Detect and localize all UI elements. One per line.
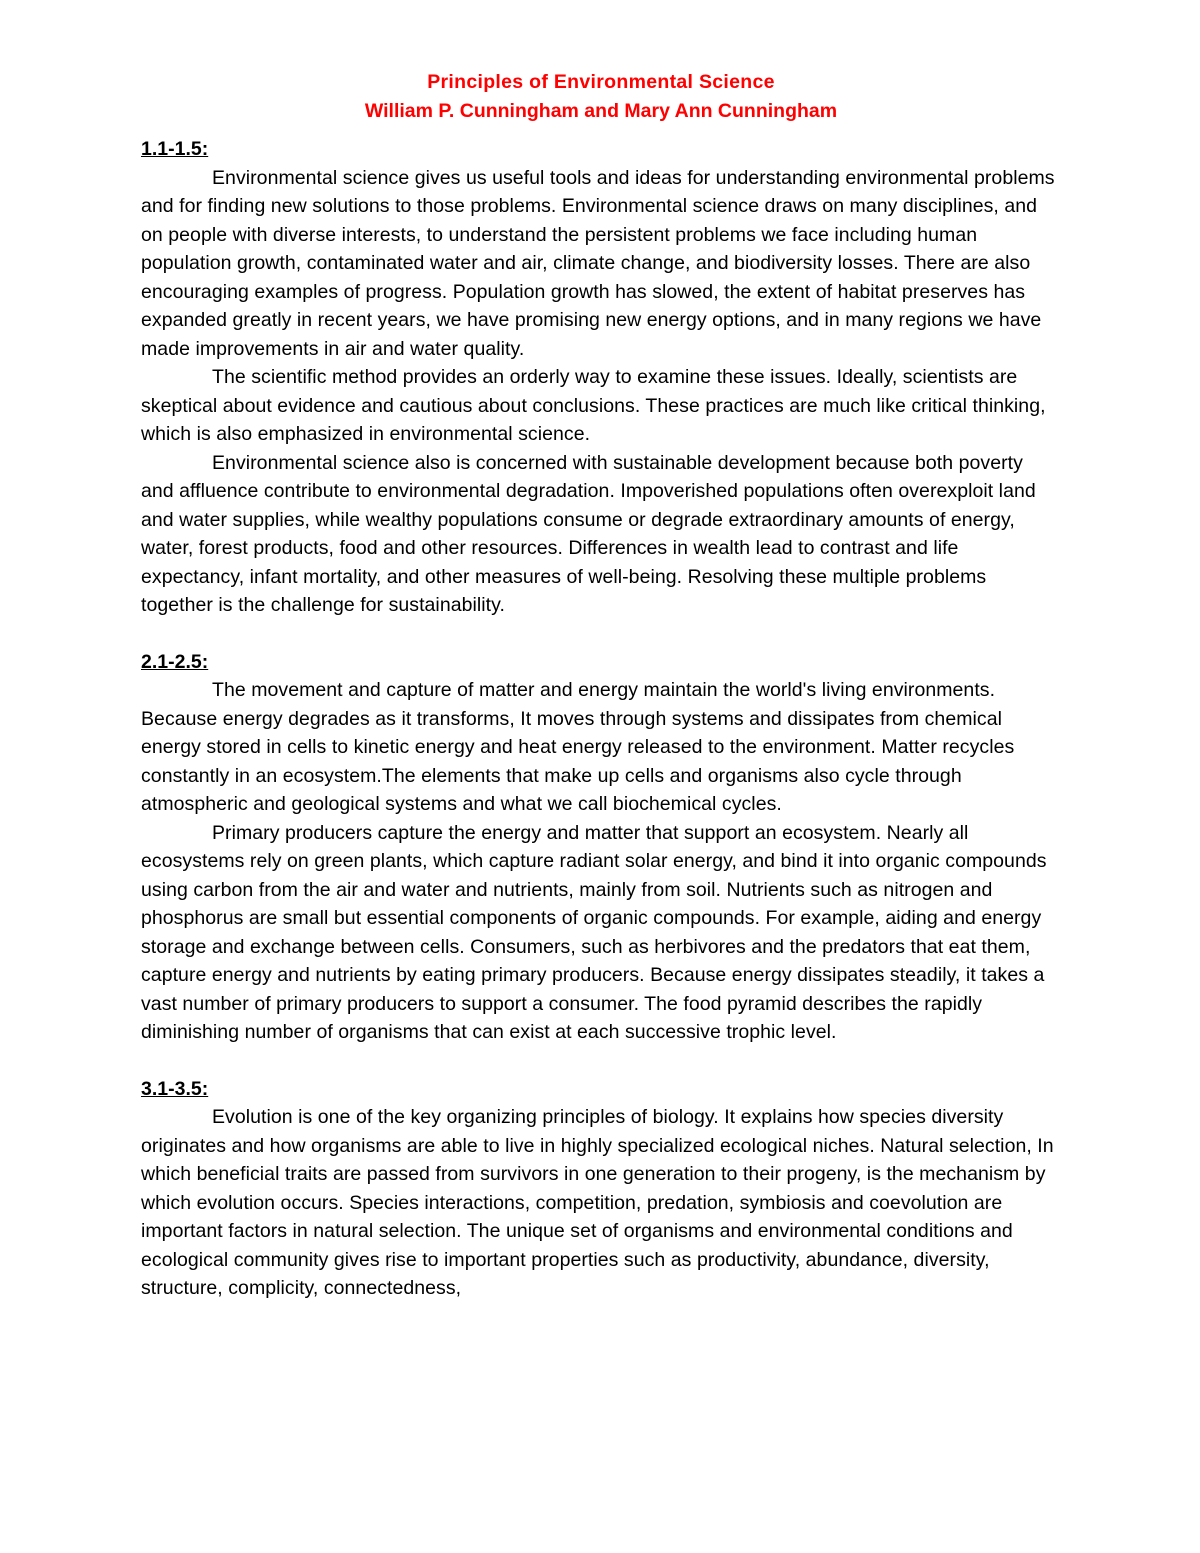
document-page: [141, 68, 1061, 1303]
paragraph: The scientific method provides an orderly way to examine these issues. Ideally, scientists are skeptical about evidence and cautious about conclusions. These practices are much like critical thinking, which is also emphasized in environmental science.: [141, 366, 1046, 445]
section-1: [141, 135, 1061, 620]
paragraph: Primary producers capture the energy and matter that support an ecosystem. Nearly all ecosystems rely on green plants, which capture radiant solar energy, and bind it into organic compounds using carbon from the air and water and nutrients, mainly from soil. Nutrients such as nitrogen and phosphorus are small but essential components of organic compounds. For example, aiding and energy storage and exchange between cells. Consumers, such as herbivores and the predators that eat them, capture energy and nutrients by eating primary producers. Because energy dissipates steadily, it takes a vast number of primary producers to support a consumer. The food pyramid describes the rapidly diminishing number of organisms that can exist at each successive trophic level.: [141, 821, 1047, 1043]
section-heading: 3.1-3.5:: [141, 1077, 209, 1100]
section-3: [141, 1075, 1061, 1303]
paragraph: The movement and capture of matter and energy maintain the world's living environments. Because energy degrades as it transforms, It moves through systems and dissipates from chemical energy stored in cells to kinetic energy and heat energy released to the environment. Matter recycles constantly in an ecosystem.The elements that make up cells and organisms also cycle through atmospheric and geological systems and what we call biochemical cycles.: [141, 679, 1015, 815]
paragraph: Environmental science also is concerned with sustainable development because both poverty and affluence contribute to environmental degradation. Impoverished populations often overexploit land and water supplies, while wealthy populations consume or degrade extraordinary amounts of energy, water, forest products, food and other resources. Differences in wealth lead to contrast and life expectancy, infant mortality, and other measures of well-being. Resolving these multiple problems together is the challenge for sustainability.: [141, 451, 1036, 616]
paragraph: Environmental science gives us useful tools and ideas for understanding environmental problems and for finding new solutions to those problems. Environmental science draws on many disciplines, and on people with diverse interests, to understand the persistent problems we face including human population growth, contaminated water and air, climate change, and biodiversity losses. There are also encouraging examples of progress. Population growth has slowed, the extent of habitat preserves has expanded greatly in recent years, we have promising new energy options, and in many regions we have made improvements in air and water quality.: [141, 166, 1055, 360]
section-heading: 2.1-2.5:: [141, 650, 209, 673]
document-title: Principles of Environmental Science: [427, 71, 775, 93]
section-heading: 1.1-1.5:: [141, 138, 209, 160]
section-2: [141, 648, 1061, 1047]
paragraph: Evolution is one of the key organizing principles of biology. It explains how species diversity originates and how organisms are able to live in highly specialized ecological niches. Natural selection, In which beneficial traits are passed from survivors in one generation to their progeny, is the mechanism by which evolution occurs. Species interactions, competition, predation, symbiosis and coevolution are important factors in natural selection. The unique set of organisms and environmental conditions and ecological community gives rise to important properties such as productivity, abundance, diversity, structure, complicity, connectedness,: [141, 1106, 1054, 1299]
document-authors: William P. Cunningham and Mary Ann Cunningham: [364, 100, 838, 122]
